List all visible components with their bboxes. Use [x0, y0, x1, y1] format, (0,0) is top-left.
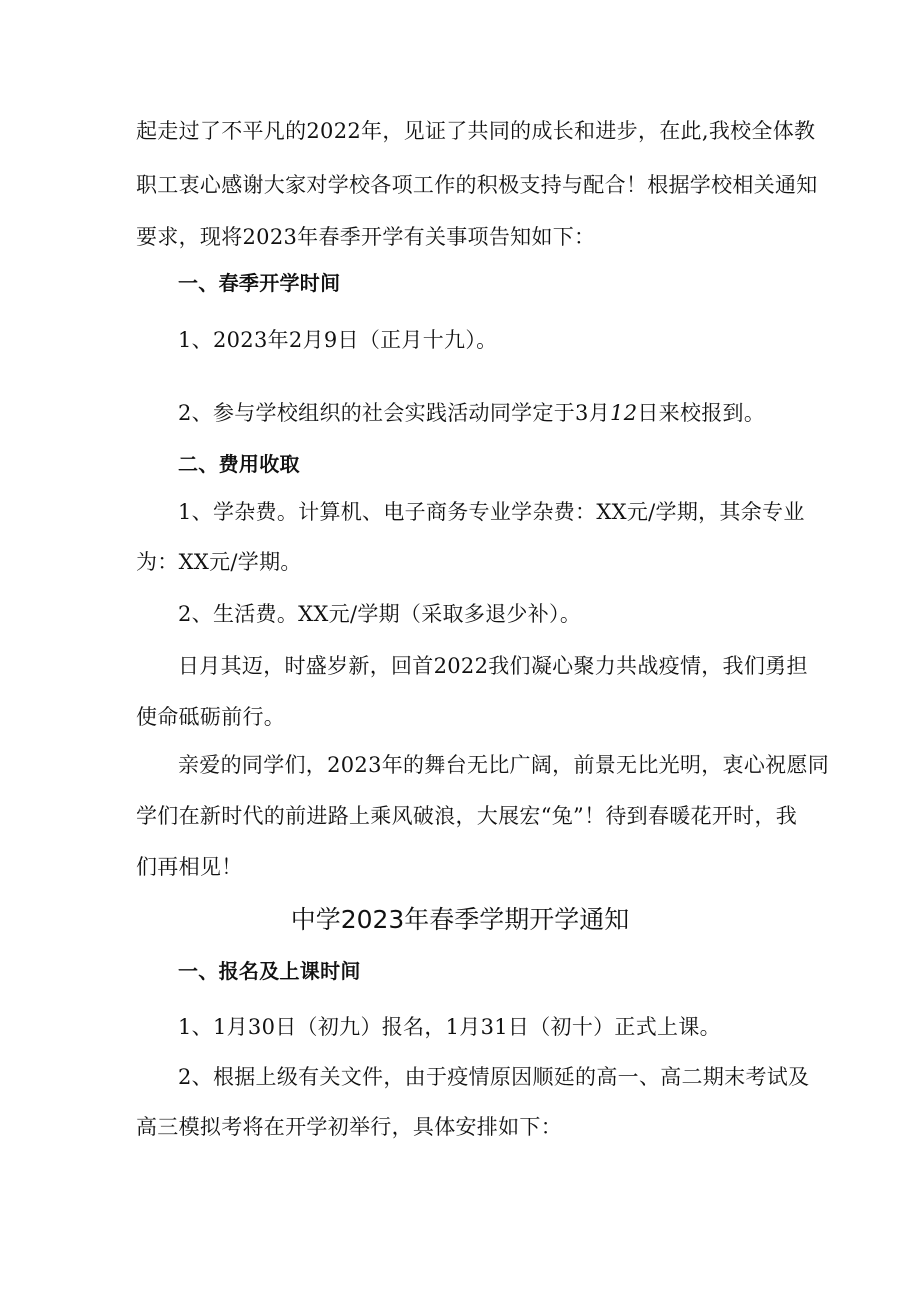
intro-line-1: 起走过了不平凡的2022年，见证了共同的成长和进步，在此,我校全体教: [136, 119, 816, 143]
fees-item-1-line-1: 1、学杂费。计算机、电子商务专业学杂费：XX元/学期，其余专业: [178, 500, 805, 524]
registration-item-2-line-1: 2、根据上级有关文件，由于疫情原因顺延的高一、高二期末考试及: [178, 1065, 810, 1089]
spring-start-item-2-prefix: 2、参与学校组织的社会实践活动同学定于3月: [178, 401, 611, 425]
section-heading-registration-time: 一、报名及上课时间: [178, 959, 361, 983]
section-heading-fees: 二、费用收取: [178, 452, 300, 476]
paragraph-2-line-2: 学们在新时代的前进路上乘风破浪，大展宏“兔”！待到春暖花开时，我: [136, 804, 798, 828]
intro-line-3: 要求，现将2023年春季开学有关事项告知如下：: [136, 225, 596, 249]
second-notice-title: 中学2023年春季学期开学通知: [290, 905, 630, 934]
spring-start-item-2: [178, 398, 765, 428]
registration-item-1: 1、1月30日（初九）报名，1月31日（初十）正式上课。: [178, 1015, 721, 1039]
fees-item-2: 2、生活费。XX元/学期（采取多退少补）。: [178, 602, 582, 626]
paragraph-1-line-1: 日月其迈，时盛岁新，回首2022我们凝心聚力共战疫情，我们勇担: [178, 654, 808, 678]
spring-start-item-2-suffix: 日来校报到。: [637, 401, 766, 425]
section-heading-spring-start-time: 一、春季开学时间: [178, 271, 341, 295]
registration-item-2-line-2: 高三模拟考将在开学初举行，具体安排如下：: [136, 1115, 562, 1139]
paragraph-2-line-1: 亲爱的同学们，2023年的舞台无比广阔，前景无比光明，衷心祝愿同: [178, 753, 830, 777]
intro-line-2: 职工衷心感谢大家对学校各项工作的积极支持与配合！根据学校相关通知: [136, 173, 818, 197]
spring-start-item-1: 1、2023年2月9日（正月十九）。: [178, 328, 498, 352]
paragraph-1-line-2: 使命砥砺前行。: [136, 705, 286, 729]
spring-start-item-2-day: 12: [610, 401, 638, 425]
paragraph-2-line-3: 们再相见！: [136, 855, 243, 879]
fees-item-1-line-2: 为：XX元/学期。: [136, 550, 302, 574]
